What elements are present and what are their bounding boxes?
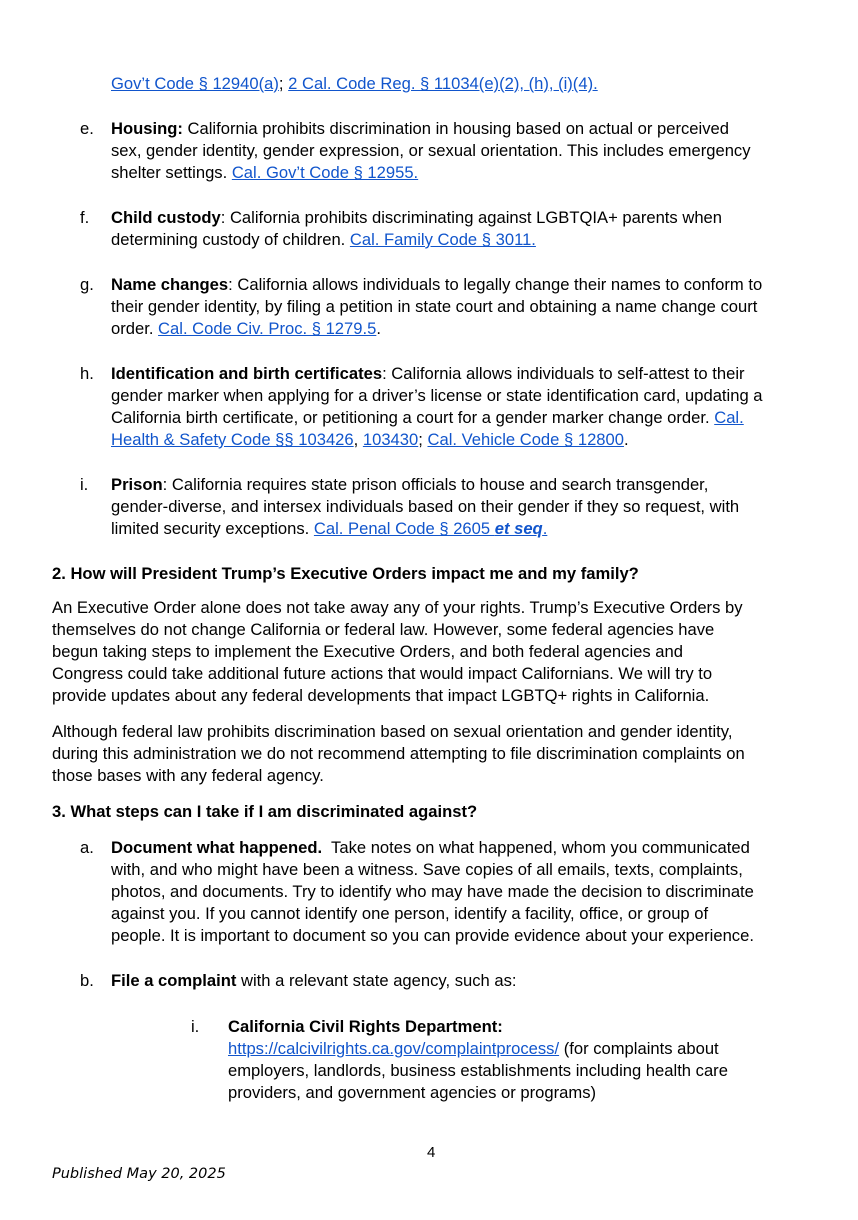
citation-link[interactable]: 103430: [362, 430, 419, 449]
paragraph-line: Although federal law prohibits discrimination based on sexual orientation and gender identity,: [52, 722, 733, 741]
citation-link[interactable]: Cal. Code Civ. Proc. § 1279.5: [158, 319, 377, 338]
section-heading: 3. What steps can I take if I am discriminated against?: [52, 802, 478, 821]
item-title: Prison: [111, 475, 163, 494]
paragraph-line: during this administration we do not recommend attempting to file discrimination complaints on: [52, 744, 745, 763]
list-item-line: Health & Safety Code §§ 103426, 103430; Cal. Vehicle Code § 12800.: [111, 430, 629, 449]
item-title: Child custody: [111, 208, 221, 227]
list-item-line: California birth certificate, or petitioning a court for a gender marker change order. Cal.: [111, 408, 744, 427]
citation-link[interactable]: Health & Safety Code §§ 103426: [111, 430, 354, 449]
list-item-line: against you. If you cannot identify one person, identify a facility, office, or group of: [111, 904, 709, 923]
list-marker: f.: [80, 208, 90, 227]
paragraph-line: Congress could take additional future actions that would impact Californians. We will try to: [52, 664, 713, 683]
list-item-line: employers, landlords, business establishments including health care: [228, 1061, 728, 1080]
paragraph-line: An Executive Order alone does not take away any of your rights. Trump’s Executive Orders by: [52, 598, 743, 617]
citation-link[interactable]: Cal.: [714, 408, 744, 427]
item-title: Identification and birth certificates: [111, 364, 383, 383]
list-item-line: gender marker when applying for a driver’s license or state identification card, updating a: [111, 386, 763, 405]
list-marker: b.: [80, 971, 94, 990]
section-heading: 2. How will President Trump’s Executive Orders impact me and my family?: [52, 564, 639, 583]
citation-link[interactable]: Cal. Vehicle Code § 12800: [427, 430, 624, 449]
page-number: 4: [427, 1144, 436, 1161]
list-item-line: limited security exceptions. Cal. Penal Code § 2605 et seq.: [111, 519, 548, 538]
item-title: File a complaint: [111, 971, 237, 990]
list-item-line: https://calcivilrights.ca.gov/complaintprocess/ (for complaints about: [228, 1039, 719, 1058]
paragraph-line: those bases with any federal agency.: [52, 766, 324, 785]
complaint-process-link[interactable]: https://calcivilrights.ca.gov/complaintprocess/: [228, 1039, 560, 1058]
citation-link[interactable]: 2 Cal. Code Reg. § 11034(e)(2), (h), (i)(4).: [288, 74, 598, 93]
publish-date-footer: Published May 20, 2025: [52, 1166, 226, 1182]
list-item-line: providers, and government agencies or programs): [228, 1083, 597, 1102]
paragraph-line: begun taking steps to implement the Executive Orders, and both federal agencies and: [52, 642, 683, 661]
paragraph-line: themselves do not change California or federal law. However, some federal agencies have: [52, 620, 715, 639]
list-item-line: Name changes: California allows individuals to legally change their names to conform to: [111, 275, 763, 294]
list-marker: h.: [80, 364, 94, 383]
citation-link[interactable]: Gov’t Code § 12940(a): [111, 74, 279, 93]
list-marker: g.: [80, 275, 94, 294]
sub-item-title: California Civil Rights Department:: [228, 1017, 503, 1036]
list-item-line: Child custody: California prohibits discriminating against LGBTQIA+ parents when: [111, 208, 722, 227]
list-item-line: Prison: California requires state prison officials to house and search transgender,: [111, 475, 709, 494]
list-item-line: determining custody of children. Cal. Family Code § 3011.: [111, 230, 536, 249]
list-item-line: their gender identity, by filing a petition in state court and obtaining a name change court: [111, 297, 758, 316]
list-item-line: Document what happened. Take notes on what happened, whom you communicated: [111, 838, 750, 857]
item-title: Document what happened.: [111, 838, 323, 857]
list-item-line: with, and who might have been a witness. Save copies of all emails, texts, complaints,: [111, 860, 743, 879]
list-item-line: gender-diverse, and intersex individuals based on their gender if they so request, with: [111, 497, 740, 516]
list-item-line: shelter settings. Cal. Gov’t Code § 12955.: [111, 163, 419, 182]
list-item-line: Identification and birth certificates: California allows individuals to self-attest to their: [111, 364, 745, 383]
list-item-line: people. It is important to document so you can provide evidence about your experience.: [111, 926, 754, 945]
citation-link[interactable]: Cal. Gov’t Code § 12955.: [231, 163, 419, 182]
list-item-line: sex, gender identity, gender expression, or sexual orientation. This includes emergency: [111, 141, 751, 160]
citation-link[interactable]: Cal. Penal Code § 2605 et seq.: [313, 519, 548, 538]
list-marker: i.: [80, 475, 89, 494]
list-item-line: Housing: California prohibits discrimination in housing based on actual or perceived: [111, 119, 729, 138]
list-marker: a.: [80, 838, 94, 857]
item-title: Housing:: [111, 119, 183, 138]
list-marker: i.: [191, 1017, 200, 1036]
list-item-line: order. Cal. Code Civ. Proc. § 1279.5.: [111, 319, 381, 338]
list-marker: e.: [80, 119, 94, 138]
citation-link[interactable]: Cal. Family Code § 3011.: [349, 230, 536, 249]
list-item-line: photos, and documents. Try to identify who may have made the decision to discriminate: [111, 882, 754, 901]
item-title: Name changes: [111, 275, 229, 294]
paragraph-line: provide updates about any federal developments that impact LGBTQ+ rights in California.: [52, 686, 710, 705]
citation-line: Gov’t Code § 12940(a); 2 Cal. Code Reg. § 11034(e)(2), (h), (i)(4).: [111, 74, 598, 93]
list-item-line: File a complaint with a relevant state agency, such as:: [111, 971, 517, 990]
